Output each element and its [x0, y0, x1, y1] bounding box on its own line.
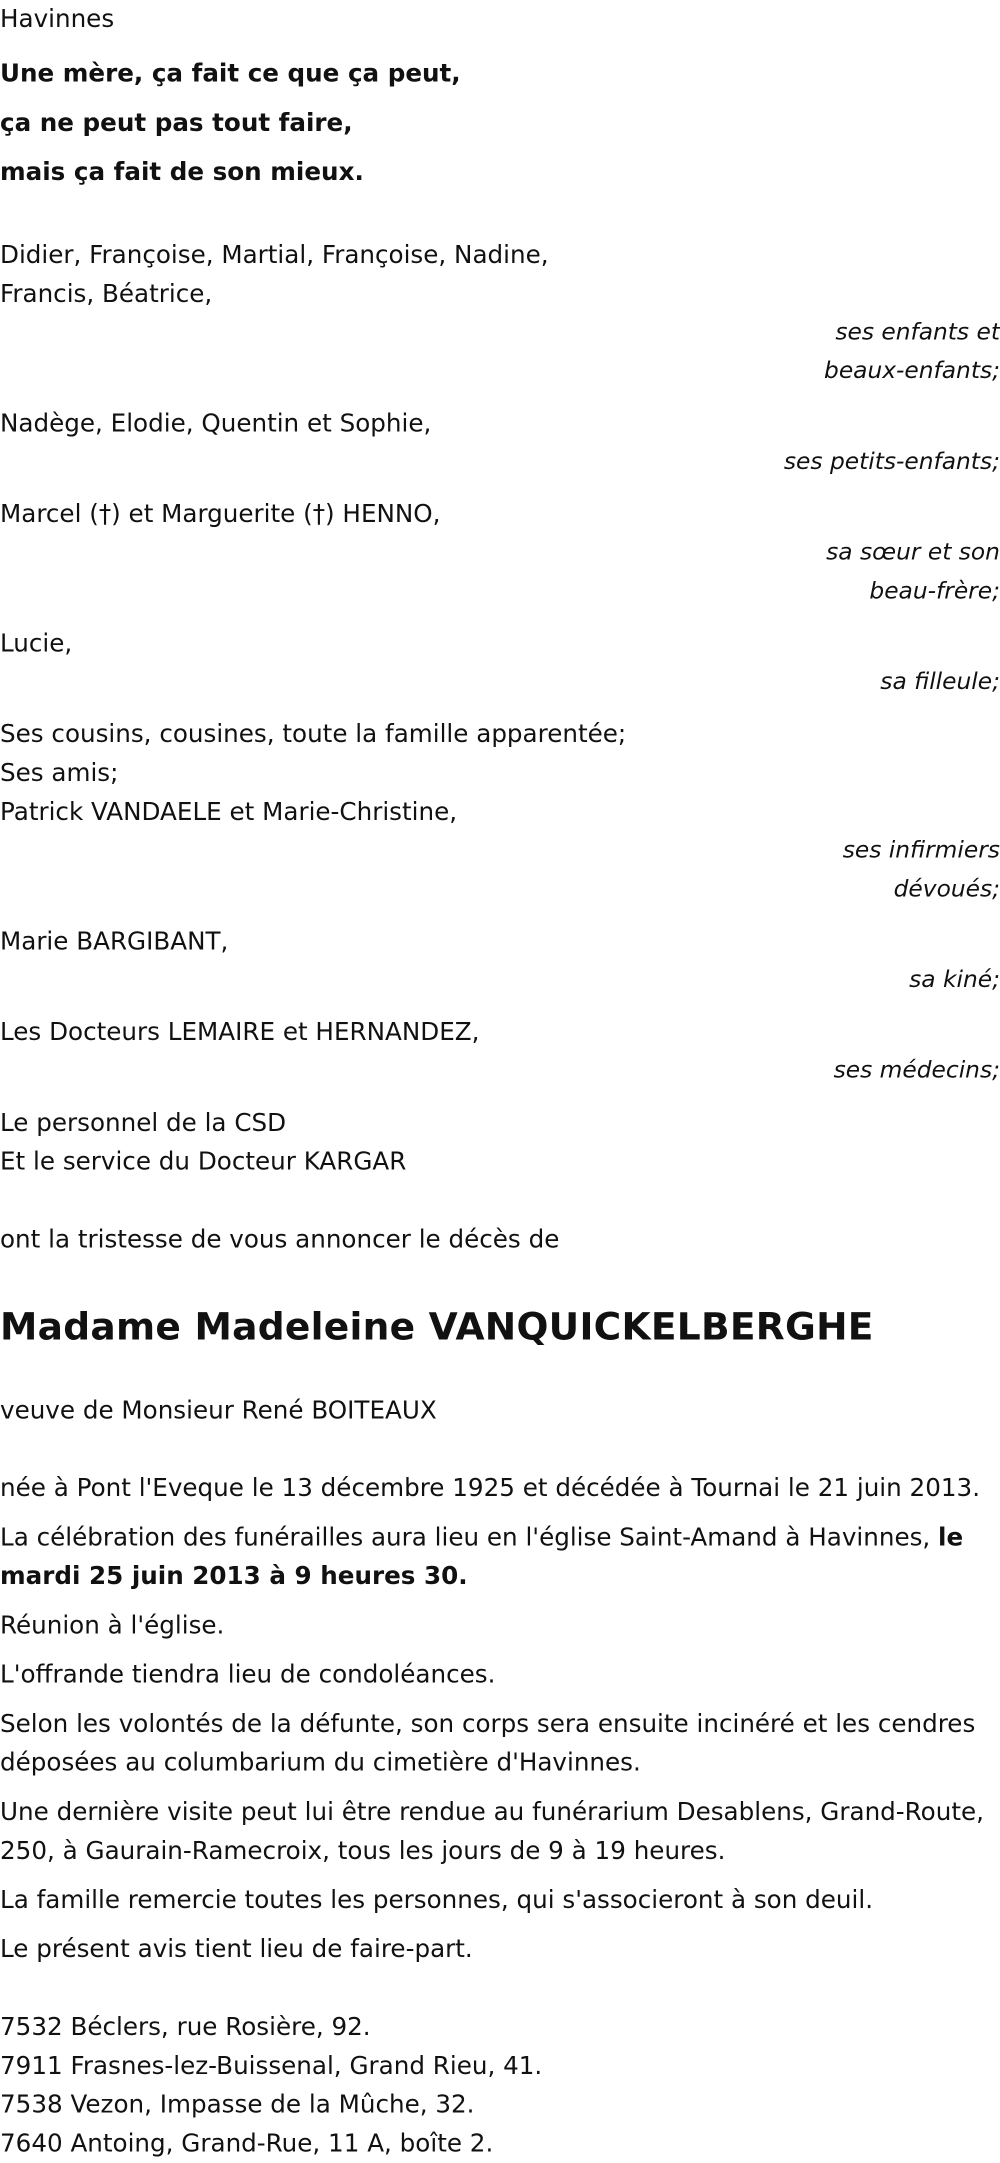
opening-quote — [0, 49, 1000, 197]
family-group-goddaughter — [0, 624, 1000, 702]
meeting-text: Réunion à l'église. — [0, 1611, 225, 1640]
cremation-text: Selon les volontés de la défunte, son corps sera ensuite incinéré et les cendres déposées au columbarium du cimetière d'Havinnes. — [0, 1709, 976, 1778]
visit-text: Une dernière visite peut lui être rendue au funérarium Desablens, Grand-Route, 250, à Gaurain-Ramecroix, tous les jours de 9 à 19 heures. — [0, 1797, 984, 1866]
place-name: Havinnes — [0, 5, 115, 34]
address-list — [0, 2008, 1000, 2163]
family-group-nurses — [0, 715, 1000, 909]
family-names: Marie BARGIBANT, — [0, 927, 229, 956]
family-names: Nadège, Elodie, Quentin et Sophie, — [0, 409, 432, 438]
family-relation: dévoués; — [893, 875, 1000, 903]
family-relation: ses médecins; — [833, 1056, 1000, 1085]
family-names: Et le service du Docteur KARGAR — [0, 1147, 407, 1177]
family-names: Patrick VANDAELE et Marie-Christine, — [0, 797, 458, 827]
family-names: Les Docteurs LEMAIRE et HERNANDEZ, — [0, 1018, 480, 1047]
family-relation: ses infirmiers — [842, 836, 1000, 864]
deceased-name: Madame Madeleine VANQUICKELBERGHE — [0, 1304, 874, 1349]
offering-text: L'offrande tiendra lieu de condoléances. — [0, 1660, 496, 1690]
funeral-celebration — [0, 1518, 1000, 1596]
funeral-date: le mardi 25 juin 2013 à 9 heures 30. — [0, 1523, 964, 1591]
funeral-celebration-text: La célébration des funérailles aura lieu en l'église Saint-Amand à Havinnes, — [0, 1523, 939, 1552]
family-names: Francis, Béatrice, — [0, 279, 213, 309]
birth-death-text: née à Pont l'Eveque le 13 décembre 1925 et décédée à Tournai le 21 juin 2013. — [0, 1474, 981, 1503]
announcement-text: ont la tristesse de vous annoncer le décès de — [0, 1225, 560, 1254]
family-relation: beaux-enfants; — [824, 357, 1000, 385]
family-group-doctors — [0, 1013, 1000, 1091]
family-group-sister — [0, 495, 1000, 612]
family-names: Le personnel de la CSD — [0, 1108, 287, 1138]
quote-line: Une mère, ça fait ce que ça peut, — [0, 59, 461, 89]
family-group-staff — [0, 1104, 1000, 1182]
quote-line: ça ne peut pas tout faire, — [0, 108, 353, 138]
family-group-physio — [0, 922, 1000, 1000]
family-names: Didier, Françoise, Martial, Françoise, Nadine, — [0, 240, 549, 270]
family-relation: sa kiné; — [909, 966, 1000, 994]
family-names: Ses cousins, cousines, toute la famille apparentée; — [0, 720, 627, 749]
family-relation: ses petits-enfants; — [783, 448, 1000, 476]
family-names: Ses amis; — [0, 759, 119, 788]
thanks-text: La famille remercie toutes les personnes, qui s'associeront à son deuil. — [0, 1885, 874, 1915]
family-group-children — [0, 236, 1000, 391]
family-names: Lucie, — [0, 629, 73, 659]
address-line: 7911 Frasnes-lez-Buissenal, Grand Rieu, 41. — [0, 2051, 543, 2081]
address-line: 7538 Vezon, Impasse de la Mûche, 32. — [0, 2090, 475, 2120]
notice-text: Le présent avis tient lieu de faire-part. — [0, 1935, 473, 1964]
widow-of-text: veuve de Monsieur René BOITEAUX — [0, 1396, 437, 1425]
address-line: 7532 Béclers, rue Rosière, 92. — [0, 2012, 371, 2042]
quote-line: mais ça fait de son mieux. — [0, 158, 364, 187]
family-group-grandchildren — [0, 404, 1000, 482]
family-relation: sa sœur et son — [826, 538, 1000, 567]
family-relation: sa filleule; — [880, 668, 1000, 696]
family-relation: beau-frère; — [869, 577, 1000, 605]
family-relation: ses enfants et — [835, 318, 1000, 346]
address-line: 7640 Antoing, Grand-Rue, 11 A, boîte 2. — [0, 2129, 494, 2158]
family-names: Marcel (†) et Marguerite (†) HENNO, — [0, 499, 441, 529]
